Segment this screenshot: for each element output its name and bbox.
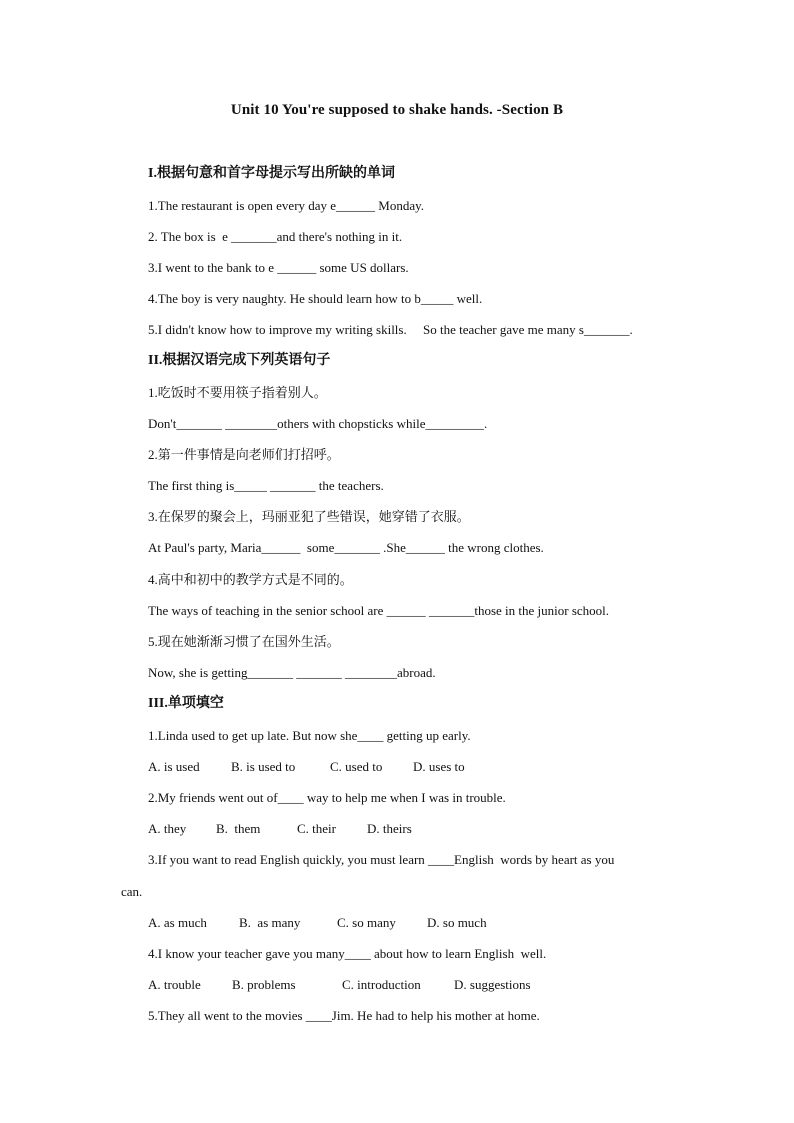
question-4-option-a: A. trouble [148, 977, 201, 992]
question-2-option-b: B. them [216, 821, 261, 836]
section-3-heading: III.单项填空 [148, 696, 224, 711]
question-2-option-d: D. theirs [367, 821, 412, 836]
question-3-stem-continued: can. [121, 884, 143, 899]
question-1-option-d: D. uses to [413, 759, 465, 774]
question-3-options [148, 915, 487, 931]
section-2-item-2-chinese: 2.第一件事情是向老师们打招呼。 [148, 447, 340, 462]
question-2-options [148, 821, 412, 837]
section-2-item-3-chinese: 3.在保罗的聚会上，玛丽亚犯了些错误，她穿错了衣服。 [148, 509, 470, 524]
question-1-stem: 1.Linda used to get up late. But now she____ getting up early. [148, 728, 471, 743]
section-1-item-1: 1.The restaurant is open every day e______ Monday. [148, 198, 425, 213]
section-2-item-5-chinese: 5.现在她渐渐习惯了在国外生活。 [148, 634, 340, 649]
question-5-stem: 5.They all went to the movies ____Jim. He had to help his mother at home. [148, 1008, 540, 1023]
question-2-option-a: A. they [148, 821, 187, 836]
question-1-option-b: B. is used to [231, 759, 296, 774]
question-4-options [148, 977, 531, 993]
question-4-option-b: B. problems [232, 977, 296, 992]
question-1-options [148, 759, 465, 775]
question-4-stem: 4.I know your teacher gave you many____ about how to learn English well. [148, 946, 547, 961]
question-3-stem: 3.If you want to read English quickly, you must learn ____English words by heart as you [148, 852, 615, 867]
question-1-option-c: C. used to [330, 759, 383, 774]
section-2-item-3-english: At Paul's party, Maria______ some_______ .She______ the wrong clothes. [148, 540, 544, 555]
question-2-option-c: C. their [297, 821, 336, 836]
section-2-heading: II.根据汉语完成下列英语句子 [148, 353, 331, 368]
section-1-item-2: 2. The box is e _______and there's nothing in it. [148, 229, 403, 244]
question-3-option-d: D. so much [427, 915, 487, 930]
question-4-option-d: D. suggestions [454, 977, 531, 992]
question-2-stem: 2.My friends went out of____ way to help me when I was in trouble. [148, 790, 506, 805]
question-3-option-a: A. as much [148, 915, 207, 930]
question-1-option-a: A. is used [148, 759, 200, 774]
section-2-item-1-chinese: 1.吃饭时不要用筷子指着别人。 [148, 385, 327, 400]
section-2-item-2-english: The first thing is_____ _______ the teachers. [148, 478, 384, 493]
section-2-item-5-english: Now, she is getting_______ _______ ________abroad. [148, 665, 436, 680]
section-2-item-1-english: Don't_______ ________others with chopsticks while_________. [148, 416, 488, 431]
section-1-item-4: 4.The boy is very naughty. He should learn how to b_____ well. [148, 291, 483, 306]
question-3-option-b: B. as many [239, 915, 301, 930]
question-3-option-c: C. so many [337, 915, 396, 930]
section-2-item-4-english: The ways of teaching in the senior school are ______ _______those in the junior school. [148, 603, 610, 618]
page-title: Unit 10 You're supposed to shake hands. -Section B [230, 102, 564, 118]
section-1-heading: I.根据句意和首字母提示写出所缺的单词 [148, 166, 395, 181]
section-1-item-3: 3.I went to the bank to e ______ some US dollars. [148, 260, 409, 275]
section-1-item-5: 5.I didn't know how to improve my writing skills. So the teacher gave me many s_______. [148, 322, 633, 337]
question-4-option-c: C. introduction [342, 977, 421, 992]
section-2-item-4-chinese: 4.高中和初中的教学方式是不同的。 [148, 572, 353, 587]
